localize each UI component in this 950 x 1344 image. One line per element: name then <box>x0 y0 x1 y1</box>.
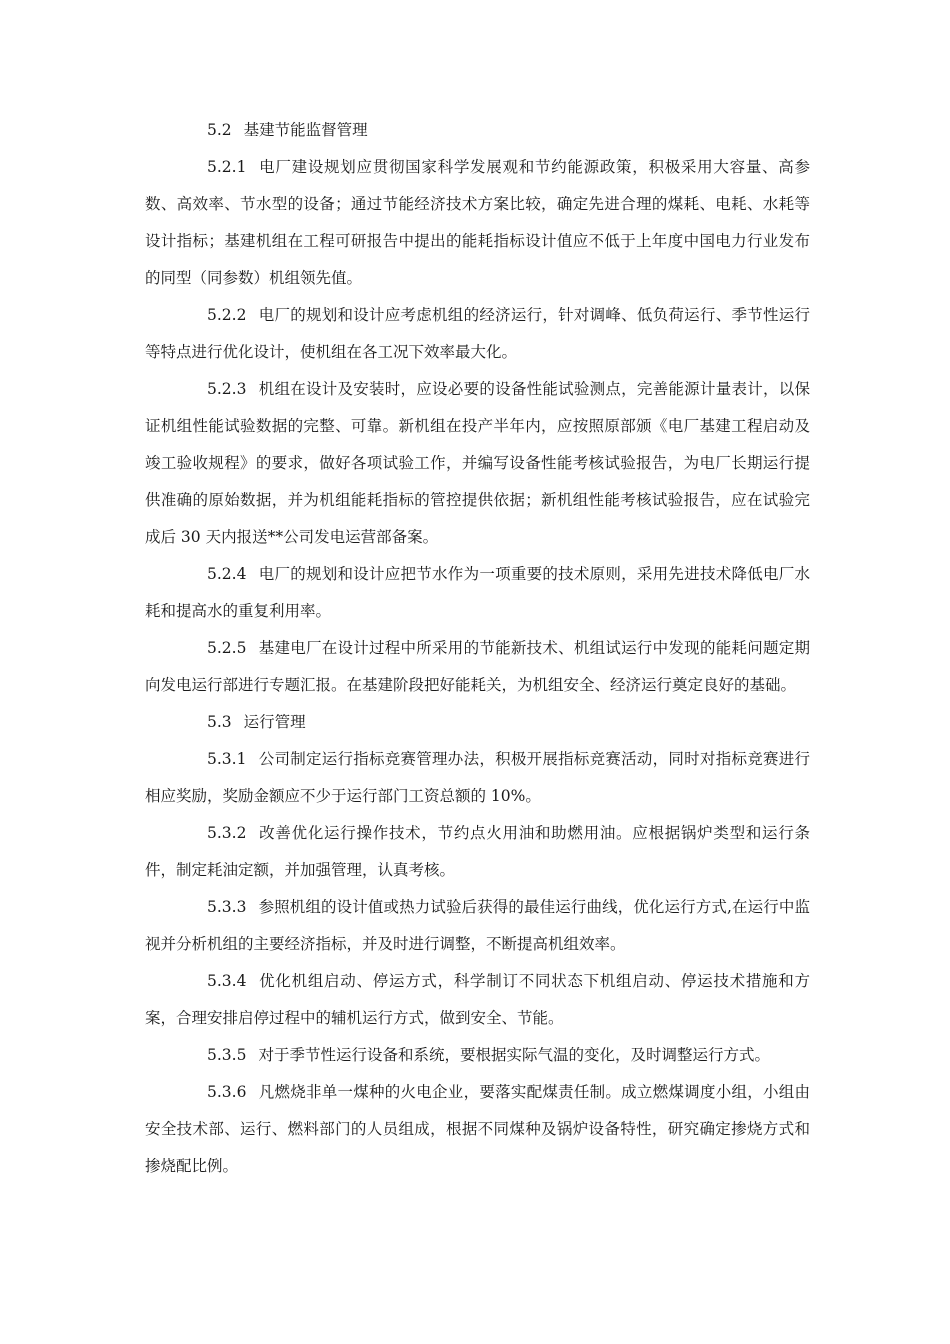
clause-text: 公司制定运行指标竞赛管理办法，积极开展指标竞赛活动，同时对指标竞赛进行相应奖励，奖励金额应不少于运行部门工资总额的 10%。 <box>145 750 810 805</box>
clause-text: 优化机组启动、停运方式，科学制订不同状态下机组启动、停运技术措施和方案，合理安排启停过程中的辅机运行方式，做到安全、节能。 <box>145 972 810 1027</box>
clause-number: 5.2.5 <box>207 639 247 657</box>
paragraph <box>145 371 810 556</box>
clause-number: 5.2.4 <box>207 565 247 583</box>
section-title: 基建节能监督管理 <box>243 121 368 139</box>
section-title: 运行管理 <box>243 713 306 731</box>
clause-text: 机组在设计及安装时，应设必要的设备性能试验测点，完善能源计量表计，以保证机组性能试验数据的完整、可靠。新机组在投产半年内，应按照原部颁《电厂基建工程启动及竣工验收规程》的要求，做好各项试验工作，并编写设备性能考核试验报告，为电厂长期运行提供准确的原始数据，并为机组能耗指标的管控提供依据；新机组性能考核试验报告，应在试验完成后 30 天内报送**公司发电运营部备案。 <box>145 380 810 546</box>
clause-text: 凡燃烧非单一煤种的火电企业，要落实配煤责任制。成立燃煤调度小组，小组由安全技术部、运行、燃料部门的人员组成，根据不同煤种及锅炉设备特性，研究确定掺烧方式和掺烧配比例。 <box>145 1083 810 1175</box>
paragraph <box>145 963 810 1037</box>
section-heading <box>145 704 810 741</box>
paragraph <box>145 297 810 371</box>
clause-number: 5.3.5 <box>207 1046 247 1064</box>
clause-text: 电厂的规划和设计应考虑机组的经济运行，针对调峰、低负荷运行、季节性运行等特点进行优化设计，使机组在各工况下效率最大化。 <box>145 306 810 361</box>
paragraph <box>145 556 810 630</box>
paragraph <box>145 149 810 297</box>
clause-text: 电厂的规划和设计应把节水作为一项重要的技术原则，采用先进技术降低电厂水耗和提高水的重复利用率。 <box>145 565 810 620</box>
paragraph <box>145 889 810 963</box>
paragraph <box>145 1074 810 1185</box>
section-number: 5.3 <box>207 713 232 731</box>
clause-text: 电厂建设规划应贯彻国家科学发展观和节约能源政策，积极采用大容量、高参数、高效率、节水型的设备；通过节能经济技术方案比较，确定先进合理的煤耗、电耗、水耗等设计指标；基建机组在工程可研报告中提出的能耗指标设计值应不低于上年度中国电力行业发布的同型（同参数）机组领先值。 <box>145 158 810 287</box>
clause-text: 对于季节性运行设备和系统，要根据实际气温的变化，及时调整运行方式。 <box>258 1046 770 1064</box>
clause-number: 5.3.6 <box>207 1083 247 1101</box>
clause-number: 5.2.3 <box>207 380 247 398</box>
clause-number: 5.3.1 <box>207 750 247 768</box>
clause-text: 改善优化运行操作技术，节约点火用油和助燃用油。应根据锅炉类型和运行条件，制定耗油定额，并加强管理，认真考核。 <box>145 824 810 879</box>
paragraph <box>145 815 810 889</box>
paragraph <box>145 741 810 815</box>
paragraph <box>145 1037 810 1074</box>
clause-number: 5.2.1 <box>207 158 247 176</box>
clause-text: 基建电厂在设计过程中所采用的节能新技术、机组试运行中发现的能耗问题定期向发电运行部进行专题汇报。在基建阶段把好能耗关，为机组安全、经济运行奠定良好的基础。 <box>145 639 810 694</box>
clause-number: 5.2.2 <box>207 306 247 324</box>
paragraph <box>145 630 810 704</box>
section-number: 5.2 <box>207 121 232 139</box>
section-heading <box>145 112 810 149</box>
clause-number: 5.3.4 <box>207 972 247 990</box>
clause-text: 参照机组的设计值或热力试验后获得的最佳运行曲线，优化运行方式,在运行中监视并分析机组的主要经济指标，并及时进行调整，不断提高机组效率。 <box>145 898 810 953</box>
clause-number: 5.3.2 <box>207 824 247 842</box>
clause-number: 5.3.3 <box>207 898 247 916</box>
document-page <box>145 112 810 1185</box>
